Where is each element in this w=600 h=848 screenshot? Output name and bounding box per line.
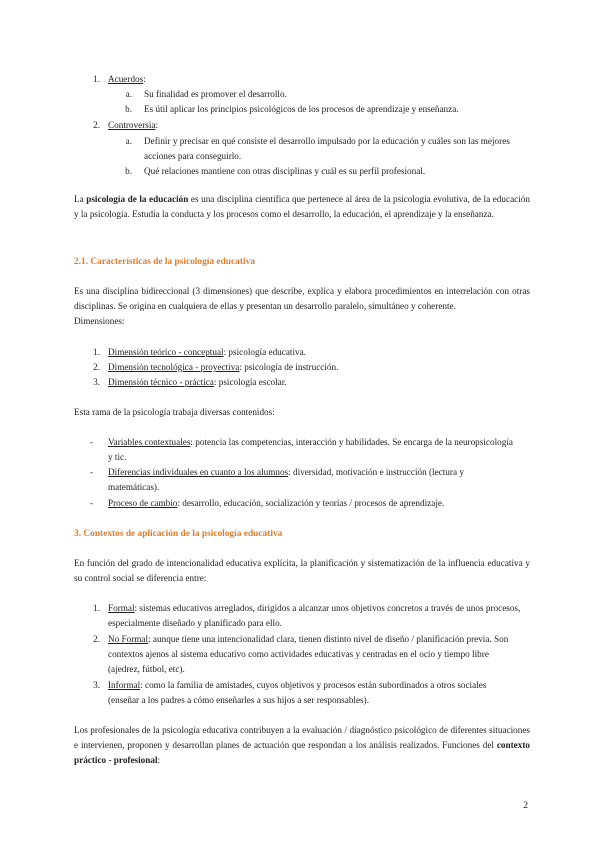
list-number: 1.: [93, 74, 100, 84]
contents-intro: Esta rama de la psicología trabaja diversas contenidos:: [74, 407, 275, 417]
section-heading-3: 3. Contextos de aplicación de la psicología educativa: [74, 529, 283, 539]
final-paragraph: Los profesionales de la psicología educativa contribuyen a la evaluación / diagnóstico psicológico de diferentes situaciones e intervienen, proponen y desarrollan planes de actuación que respondan a los análisis realizados. Funciones del contexto práctico - profesional:: [74, 725, 530, 765]
list-label: Controversia: [108, 120, 156, 130]
intro-paragraph: La psicología de la educación es una disciplina científica que pertenece al área de la psicología evolutiva, de la educación y la psicología. Estudia la conducta y los procesos como el desarrollo, la educación, el aprendizaje y la enseñanza.: [74, 194, 530, 219]
list-number: 2.: [93, 120, 100, 130]
page-number: 2: [523, 800, 528, 811]
document-page: 1. Acuerdos: a. Su finalidad es promover el desarrollo. b. Es útil aplicar los principios psicológicos de los procesos de aprendizaje y enseñanza. 2. Controversia: a. Definir y precisar en qué consiste el desarrollo impulsado por la educación y cuáles son las mejores acciones para conseguirlo. b. Qué relaciones mantiene con otras disciplinas y cuál es su perfil profesional. La psicología de la educación es una disciplina científica que pertenece al área de la psicología evolutiva, de la educación y la psicología. Estudia la conducta y los procesos como el desarrollo, la educación, el aprendizaje y la enseñanza. 2.1. Características de la psicología educativa Es una disciplina bidireccional (3 dimensiones) que describe, explica y elabora procedimientos en interrelación con otras disciplinas. Se origina en cualquiera de ellas y presentan un desarrollo paralelo, simultáneo y coherente. Dimensiones: 1. Dimensión teórico - conceptual: psicología educativa. 2. Dimensión tecnológica - proyectiva: psicología de instrucción. 3. Dimensión técnico - práctica: psicología escolar. Esta rama de la psicología trabaja diversas contenidos: - Variables contextuales: potencia las competencias, interacción y habilidades. Se encarga de la neuropsicología y tic. - Diferencias individuales en cuanto a los alumnos: diversidad, motivación e instrucción (lectura y matemáticas). - Proceso de cambio: desarrollo, educación, socialización y teorías / procesos de aprendizaje. 3. Contextos de aplicación de la psicología educativa En función del grado de intencionalidad educativa explícita, la planificación y sistematización de la influencia educativa y su control social se diferencia entre: 1. Formal: sistemas educativos arreglados, dirigidos a alcanzar unos objetivos concretos a través de unos procesos, especialmente diseñado y planificado para ello. 2. No Formal: aunque tiene una intencionalidad clara, tienen distinto nivel de diseño / planificación previa. Son contextos ajenos al sistema educativo como actividades educativas y centradas en el ocio y tiempo libre (ajedrez, fútbol, etc). 3. Informal: como la familia de amistades, cuyos objetivos y procesos están subordinados a otros sociales (enseñar a los padres a cómo enseñarles a sus hijos a ser responsables). Los profesionales de la psicología educativa contribuyen a la evaluación / diagnóstico psicológico de diferentes situaciones e intervienen, proponen y desarrollan planes de actuación que respondan a los análisis realizados. Funciones del contexto práctico - profesional: 2: [74, 74, 530, 811]
paragraph-2-1: Es una disciplina bidireccional (3 dimensiones) que describe, explica y elabora procedimientos en interrelación con otras disciplinas. Se origina en cualquiera de ellas y presentan un desarrollo paralelo, simultáneo y coherente.: [74, 286, 530, 311]
list-label: Acuerdos: [108, 74, 144, 84]
section-heading-2-1: 2.1. Características de la psicología educativa: [74, 257, 255, 267]
paragraph-3: En función del grado de intencionalidad educativa explícita, la planificación y sistematización de la influencia educativa y su control social se diferencia entre:: [74, 558, 530, 583]
dimensions-label: Dimensiones:: [74, 316, 125, 326]
